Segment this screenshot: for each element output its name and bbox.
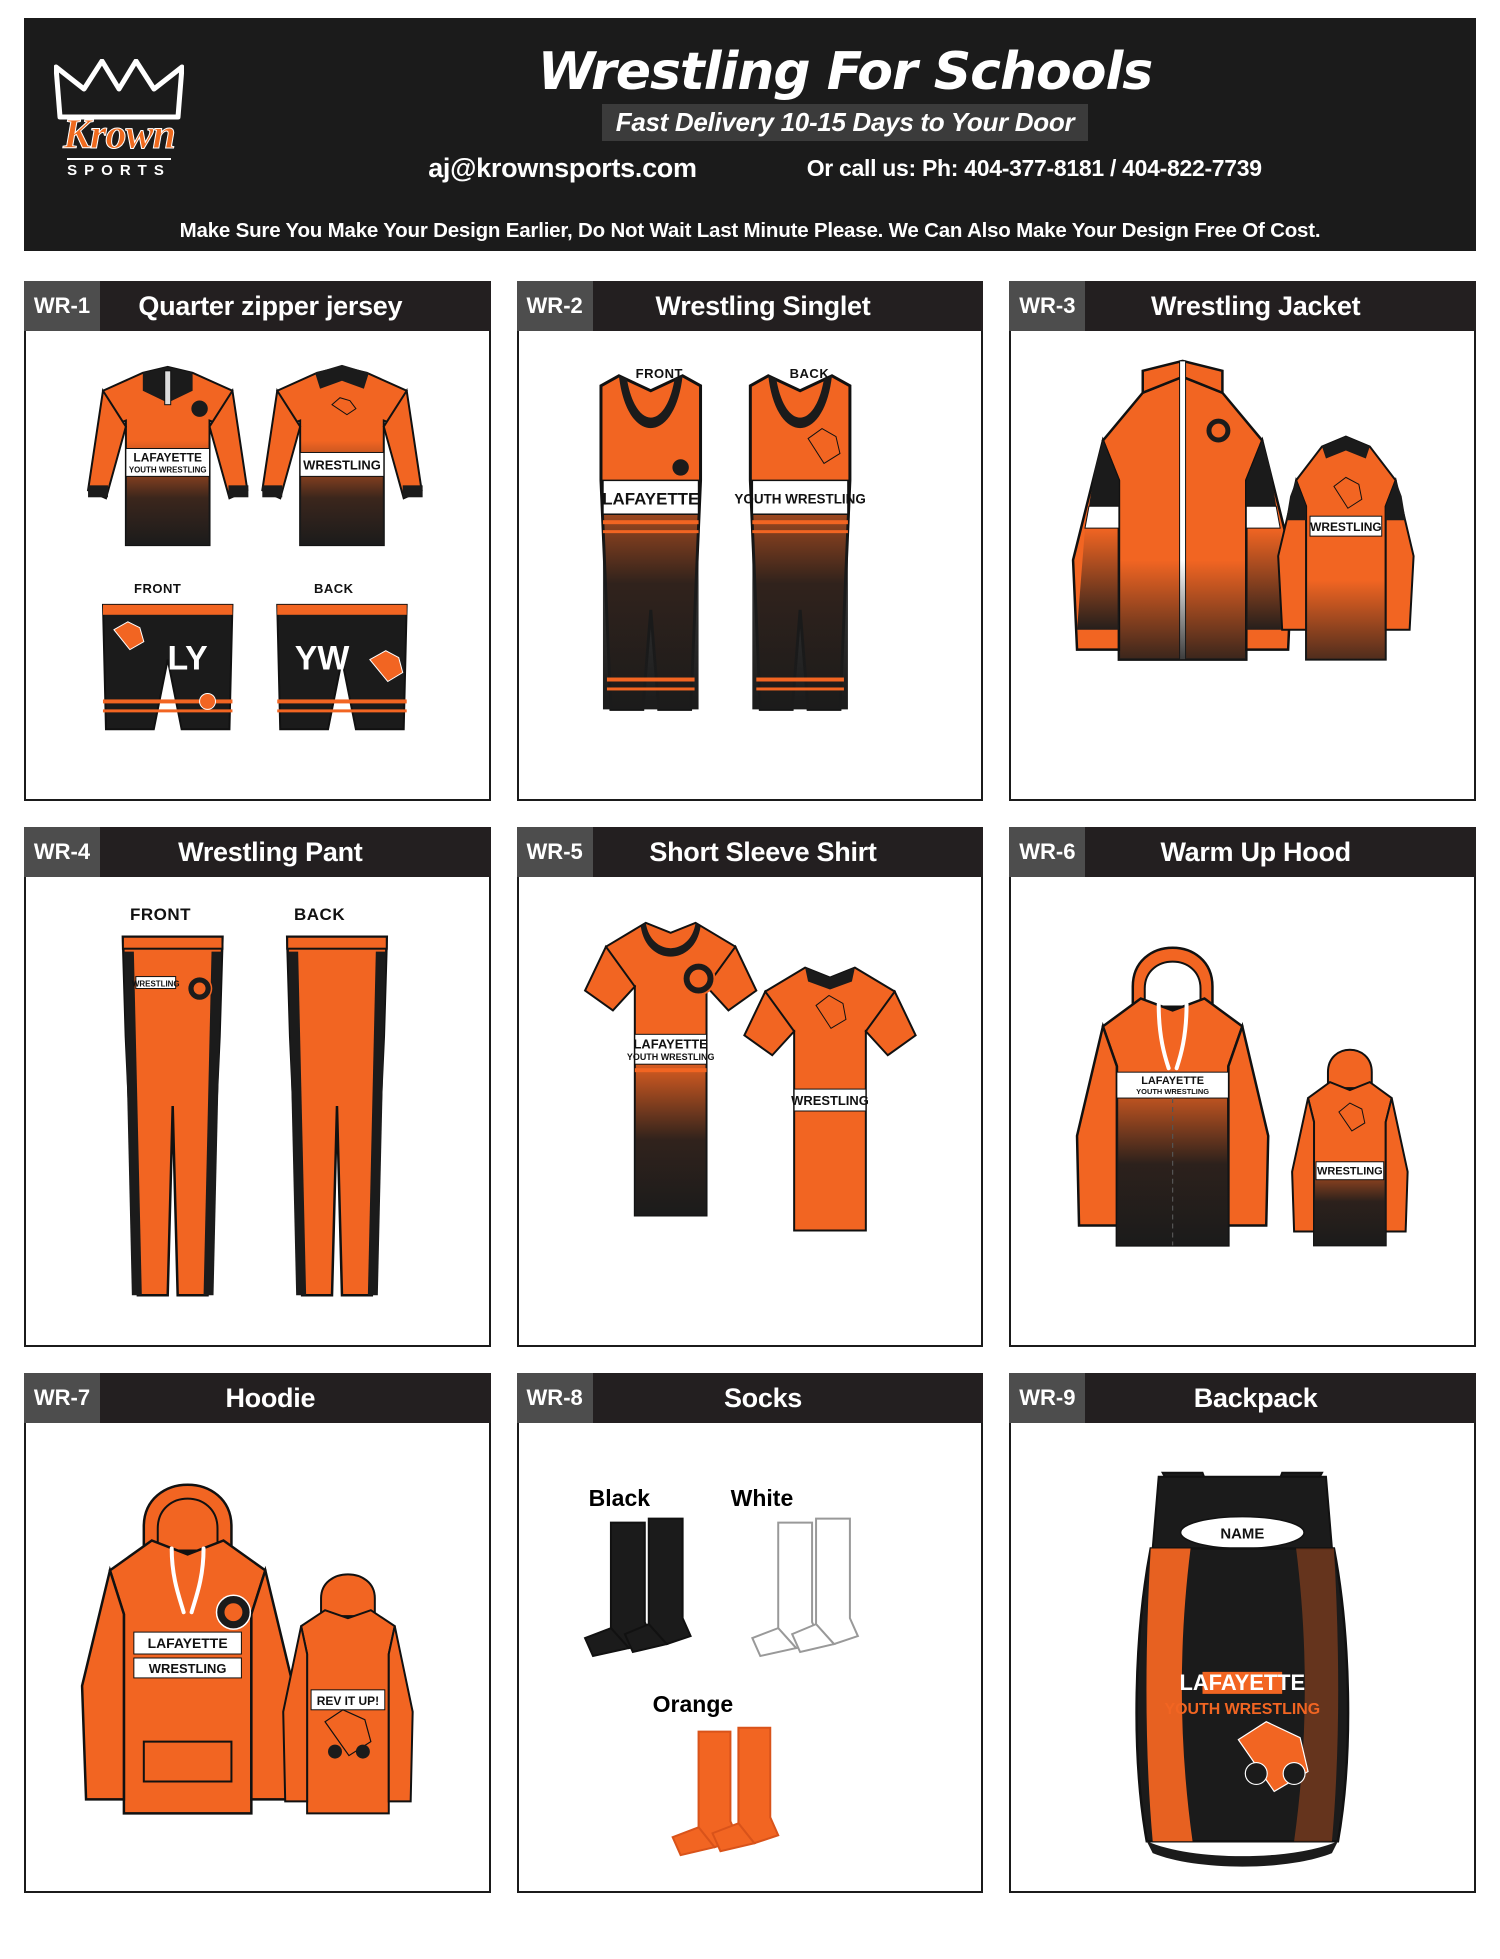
brand-subtitle: SPORTS: [67, 158, 171, 179]
product-grid: [24, 281, 1476, 1893]
product-code: WR-4: [24, 827, 100, 877]
card-header: [24, 1373, 491, 1423]
card-header: [24, 281, 491, 331]
product-code: WR-7: [24, 1373, 100, 1423]
contact-row: [428, 153, 1262, 184]
product-title: Quarter zipper jersey: [138, 290, 403, 321]
sock-color-black-label: Black: [588, 1485, 651, 1511]
product-card-wr3[interactable]: [1009, 281, 1476, 801]
svg-text:YOUTH WRESTLING: YOUTH WRESTLING: [128, 465, 207, 475]
product-image-wr3: [1009, 331, 1476, 801]
jacket-illustration: [1011, 331, 1474, 799]
back-label: BACK: [789, 366, 830, 381]
front-label: FRONT: [635, 366, 683, 381]
short-sleeve-illustration: [519, 877, 982, 1345]
product-image-wr6: [1009, 877, 1476, 1347]
svg-text:WRESTLING: WRESTLING: [1317, 1165, 1384, 1178]
product-title: Warm Up Hood: [1160, 836, 1351, 867]
svg-text:YOUTH WRESTLING: YOUTH WRESTLING: [734, 491, 866, 507]
card-header: [517, 281, 984, 331]
product-image-wr7: [24, 1423, 491, 1893]
product-image-wr2: [517, 331, 984, 801]
product-image-wr8: [517, 1423, 984, 1893]
svg-text:YOUTH WRESTLING: YOUTH WRESTLING: [1136, 1087, 1210, 1097]
product-image-wr4: [24, 877, 491, 1347]
card-header: [517, 1373, 984, 1423]
svg-text:LAFAYETTE: LAFAYETTE: [1141, 1075, 1205, 1088]
product-card-wr7[interactable]: [24, 1373, 491, 1893]
page-header: [24, 18, 1476, 214]
svg-text:LAFAYETTE: LAFAYETTE: [133, 450, 202, 465]
singlet-illustration: [519, 331, 982, 799]
header-note: Make Sure You Make Your Design Earlier, Do Not Wait Last Minute Please. We Can Also Make Your Design Free Of Cost.: [24, 214, 1476, 251]
brand-name: Krown: [63, 112, 175, 158]
svg-text:LAFAYETTE: LAFAYETTE: [601, 489, 699, 509]
back-label: BACK: [314, 581, 354, 596]
card-header: [1009, 1373, 1476, 1423]
product-code: WR-3: [1009, 281, 1085, 331]
card-header: [24, 827, 491, 877]
front-label: FRONT: [134, 581, 182, 596]
product-card-wr9[interactable]: [1009, 1373, 1476, 1893]
backpack-illustration: [1011, 1423, 1474, 1891]
product-code: WR-6: [1009, 827, 1085, 877]
product-title: Wrestling Jacket: [1151, 290, 1361, 321]
product-code: WR-8: [517, 1373, 593, 1423]
product-card-wr2[interactable]: [517, 281, 984, 801]
svg-text:WRESTLING: WRESTLING: [131, 979, 180, 989]
product-title: Backpack: [1193, 1382, 1318, 1413]
product-card-wr1[interactable]: [24, 281, 491, 801]
hoodie-illustration: [26, 1423, 489, 1891]
product-card-wr8[interactable]: [517, 1373, 984, 1893]
delivery-banner: Fast Delivery 10-15 Days to Your Door: [602, 104, 1089, 141]
product-card-wr4[interactable]: [24, 827, 491, 1347]
product-title: Wrestling Pant: [178, 836, 363, 867]
card-header: [1009, 281, 1476, 331]
svg-text:WRESTLING: WRESTLING: [790, 1093, 869, 1109]
product-title: Short Sleeve Shirt: [649, 836, 877, 867]
back-label: BACK: [294, 905, 346, 924]
svg-text:LAFAYETTE: LAFAYETTE: [1179, 1669, 1306, 1695]
svg-text:LAFAYETTE: LAFAYETTE: [147, 1635, 228, 1652]
svg-text:REV IT UP!: REV IT UP!: [316, 1693, 380, 1708]
svg-text:YW: YW: [294, 639, 350, 678]
svg-text:WRESTLING: WRESTLING: [1310, 520, 1383, 535]
brand-logo: [24, 18, 214, 214]
product-image-wr9: [1009, 1423, 1476, 1893]
product-code: WR-1: [24, 281, 100, 331]
sock-color-white-label: White: [730, 1485, 794, 1511]
svg-text:WRESTLING: WRESTLING: [303, 457, 381, 473]
card-header: [1009, 827, 1476, 877]
contact-email[interactable]: aj@krownsports.com: [428, 153, 697, 183]
catalog-page: [0, 18, 1500, 1959]
front-label: FRONT: [130, 905, 192, 924]
svg-text:NAME: NAME: [1220, 1525, 1265, 1543]
card-header: [517, 827, 984, 877]
product-image-wr1: [24, 331, 491, 801]
product-title: Socks: [723, 1382, 803, 1413]
svg-text:LY: LY: [167, 639, 208, 678]
pant-illustration: [26, 877, 489, 1345]
svg-text:YOUTH WRESTLING: YOUTH WRESTLING: [626, 1052, 715, 1063]
svg-text:WRESTLING: WRESTLING: [148, 1660, 227, 1676]
product-title: Hoodie: [225, 1382, 316, 1413]
product-image-wr5: [517, 877, 984, 1347]
svg-text:LAFAYETTE: LAFAYETTE: [633, 1036, 708, 1052]
sock-color-orange-label: Orange: [652, 1691, 734, 1717]
quarter-zip-illustration: [26, 331, 489, 799]
header-main: [214, 18, 1476, 214]
product-code: WR-9: [1009, 1373, 1085, 1423]
page-title: Wrestling For Schools: [537, 42, 1153, 102]
product-card-wr5[interactable]: [517, 827, 984, 1347]
product-card-wr6[interactable]: [1009, 827, 1476, 1347]
svg-text:YOUTH WRESTLING: YOUTH WRESTLING: [1164, 1700, 1321, 1718]
product-code: WR-5: [517, 827, 593, 877]
product-title: Wrestling Singlet: [655, 290, 871, 321]
contact-phone: Or call us: Ph: 404-377-8181 / 404-822-7739: [806, 155, 1262, 181]
warmup-hood-illustration: [1011, 877, 1474, 1345]
product-code: WR-2: [517, 281, 593, 331]
